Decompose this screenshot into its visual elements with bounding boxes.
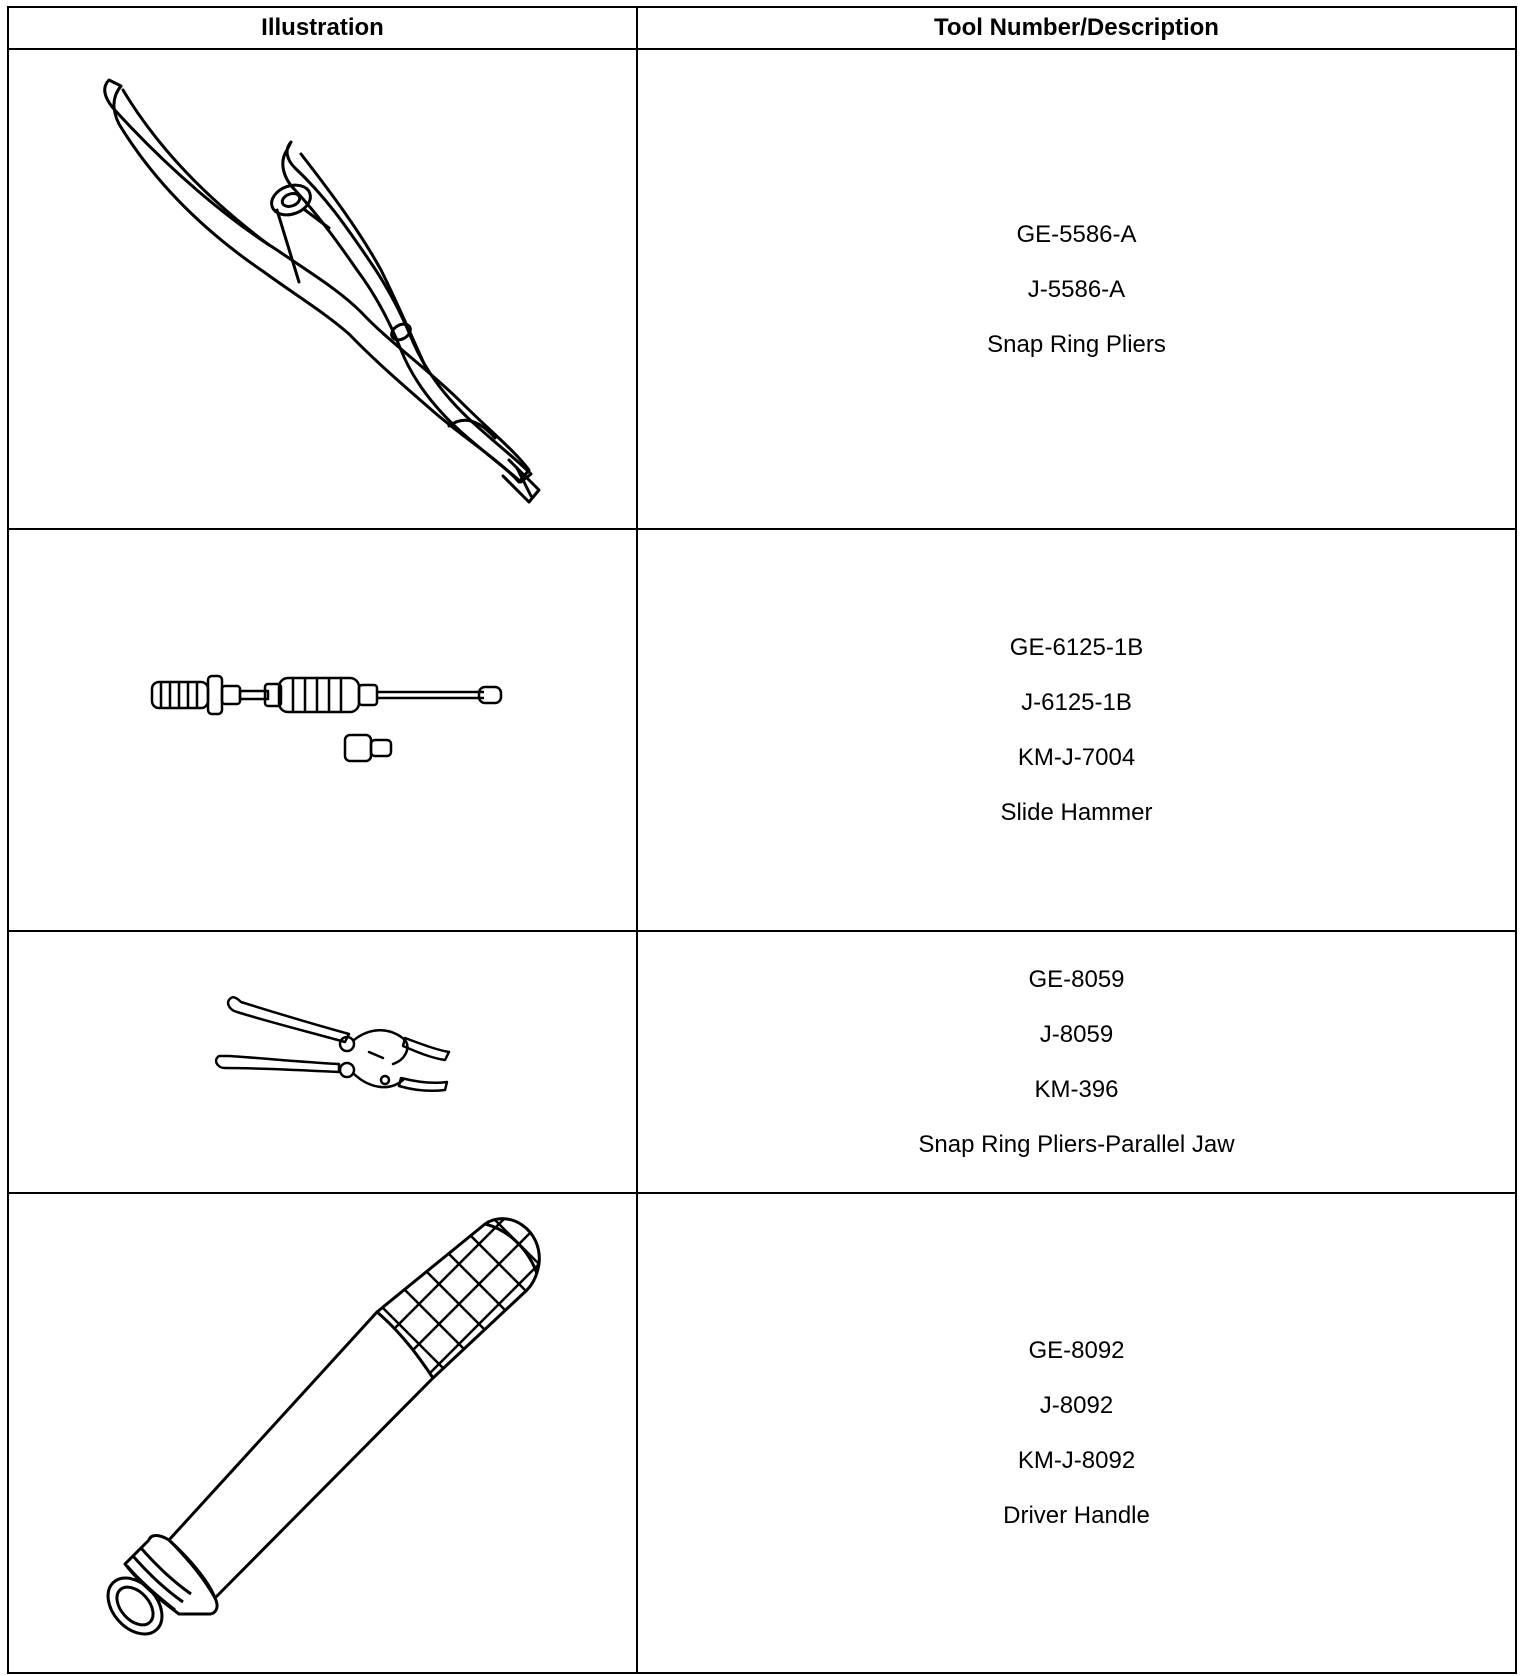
illustration-cell (8, 1193, 637, 1673)
table-header-row (8, 7, 1516, 49)
tool-description-cell (637, 931, 1516, 1193)
snap-ring-pliers-icon (9, 50, 638, 528)
tool-description-cell (637, 49, 1516, 529)
header-illustration: Illustration (8, 7, 637, 49)
driver-handle-icon (9, 1194, 638, 1672)
tool-description: Snap Ring Pliers-Parallel Jaw (918, 1131, 1235, 1158)
tool-description: Slide Hammer (1000, 799, 1153, 826)
tool-number-ge: GE-5586-A (1016, 220, 1137, 248)
tool-number-km: KM-J-8092 (1017, 1447, 1136, 1474)
tool-description: Snap Ring Pliers (987, 330, 1166, 358)
table-row (8, 1193, 1516, 1673)
tool-description: Driver Handle (1003, 1502, 1150, 1529)
tool-number-j: J-5586-A (1027, 275, 1126, 303)
table-row (8, 529, 1516, 931)
table-row (8, 49, 1516, 529)
slide-hammer-icon (9, 530, 638, 930)
tool-number-ge: GE-8059 (1028, 966, 1125, 993)
illustration-cell (8, 49, 637, 529)
special-tools-table (7, 6, 1517, 1674)
tool-number-km: KM-396 (1034, 1076, 1119, 1103)
illustration-cell (8, 529, 637, 931)
header-tool-number-description: Tool Number/Description (637, 7, 1516, 49)
tool-number-j: J-6125-1B (1021, 689, 1132, 716)
tool-number-j: J-8059 (1039, 1021, 1114, 1048)
tool-description-cell (637, 1193, 1516, 1673)
tool-number-j: J-8092 (1039, 1392, 1114, 1419)
table-row (8, 931, 1516, 1193)
tool-number-ge: GE-6125-1B (1009, 634, 1144, 661)
parallel-jaw-pliers-icon (9, 932, 638, 1192)
tool-number-km: KM-J-7004 (1017, 744, 1136, 771)
illustration-cell (8, 931, 637, 1193)
tool-description-cell (637, 529, 1516, 931)
tool-number-ge: GE-8092 (1028, 1337, 1125, 1364)
